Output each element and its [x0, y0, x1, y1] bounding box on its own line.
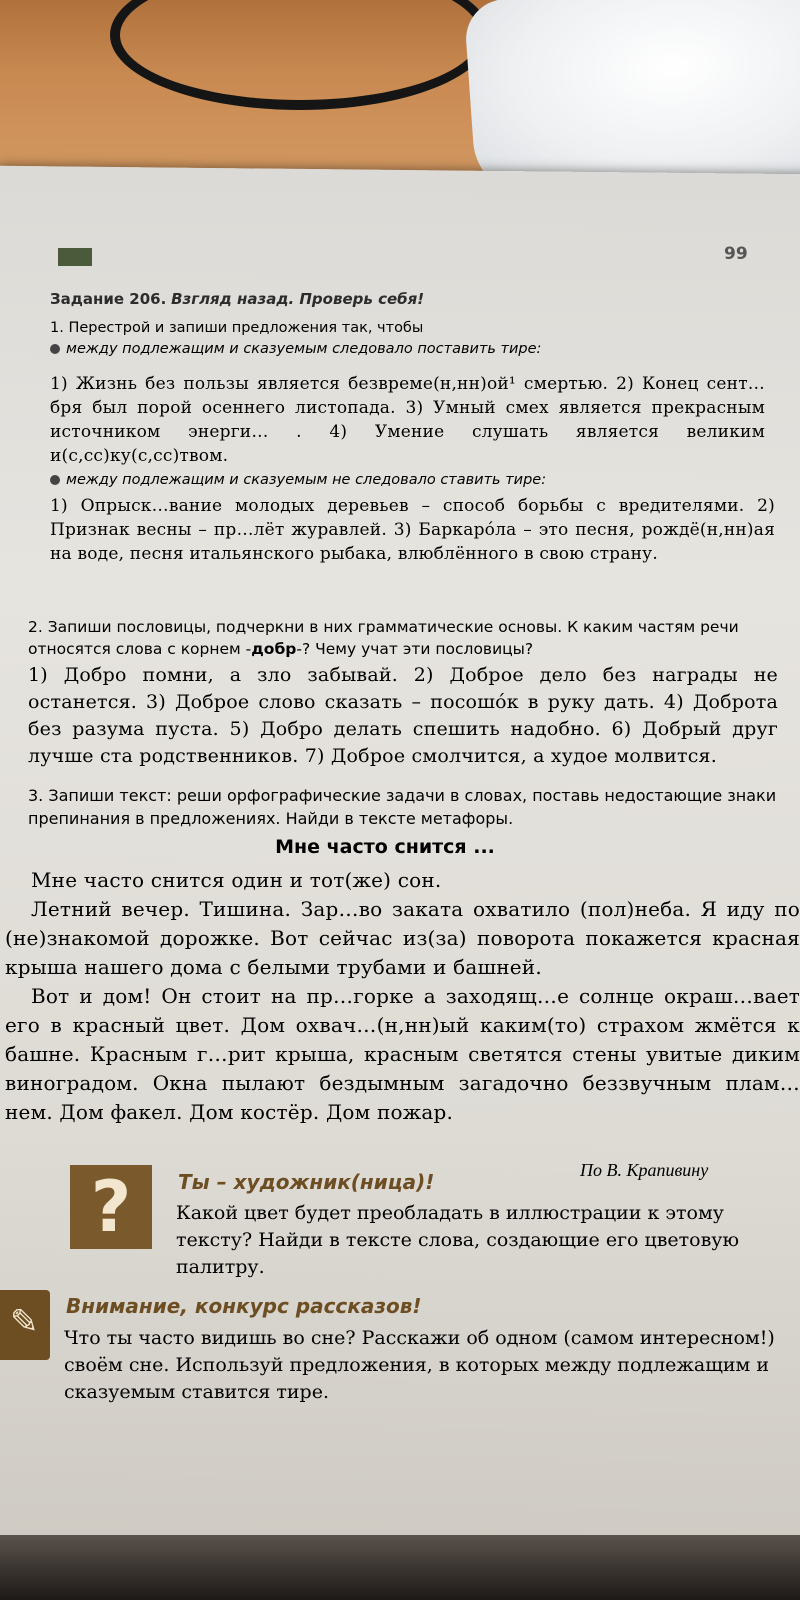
- exercise2-proverbs: 1) Добро помни, а зло забывай. 2) Доброе дело без награды не останется. 3) Доброе слово сказать – посошóк в руку дать. 4) Доброта без разума пуста. 5) Добро делать спешить надобно. 6) Добрый друг лучше ста родственников. 7) Доброе смолчится, а худое молвится.: [28, 664, 778, 767]
- story-paragraph: Летний вечер. Тишина. Зар…во заката охватило (пол)неба. Я иду по (не)знакомой дорожке. Вот сейчас из(за) поворота покажется красная крыша нашего дома с белыми трубами и башней.: [5, 897, 800, 979]
- question-mark-icon: ?: [70, 1165, 152, 1249]
- bullet-icon: [50, 344, 60, 354]
- root-word: добр: [251, 640, 297, 658]
- story-text: [5, 866, 800, 1127]
- story-title: Мне часто снится ...: [275, 836, 495, 858]
- story-paragraph: Вот и дом! Он стоит на пр…горке а заходящ…е солнце окраш…вает его в красный цвет. Дом охвач…(н,нн)ый каким(то) страхом жмётся к башне. Красным г…рит крыша, красным светятся стены увитые диким виноградом. Окна пылают бездымным загадочно беззвучным плам…нем. Дом факел. Дом костёр. Дом пожар.: [5, 984, 800, 1124]
- exercise3-instruction: 3. Запиши текст: реши орфографические задачи в словах, поставь недостающие знаки препинания в предложениях. Найди в тексте метафоры.: [28, 786, 777, 828]
- part-a-text: 1) Жизнь без пользы является безвреме(н,нн)ой¹ смертью. 2) Конец сент…бря был порой осеннего листопада. 3) Умный смех является прекрасным источником энерги… . 4) Умение слушать является великим и(с,сс)ку(с,сс)твом.: [50, 374, 765, 466]
- corner-mark: [58, 248, 92, 266]
- contest-box-text: Что ты часто видишь во сне? Расскажи об одном (самом интересном!) своём сне. Используй предложения, в которых между подлежащим и сказуемым ставится тире.: [64, 1327, 775, 1403]
- task-title: [50, 290, 770, 308]
- artist-box-text: Какой цвет будет преобладать в иллюстрации к этому тексту? Найди в тексте слова, создающие его цветовую палитру.: [176, 1202, 740, 1278]
- exercise2-instruction: 2. Запиши пословицы, подчеркни в них грамматические основы. К каким частям речи относятся слова с корнем -добр-? Чему учат эти пословицы?: [28, 618, 739, 658]
- story-paragraph: Мне часто снится один и тот(же) сон.: [31, 868, 442, 892]
- item1-block: [50, 318, 780, 360]
- page-number: 99: [724, 244, 748, 264]
- item1-instruction: 1. Перестрой и запиши предложения так, чтобы: [50, 320, 424, 336]
- artist-box-title: Ты – художник(ница)!: [178, 1170, 435, 1194]
- task-heading: Взгляд назад. Проверь себя!: [171, 290, 425, 308]
- part-b-text: 1) Опрыск…вание молодых деревьев – способ борьбы с вредителями. 2) Признак весны – пр…лёт журавлей. 3) Баркарóла – это песня, рождё(н,нн)ая на воде, песня итальянского рыбака, влюблённого в свою страну.: [50, 496, 775, 564]
- bullet-icon: [50, 475, 60, 485]
- condition-nodash: между подлежащим и сказуемым не следовало ставить тире:: [50, 470, 780, 491]
- contest-box-title: Внимание, конкурс рассказов!: [66, 1294, 422, 1318]
- task-label: Задание 206.: [50, 290, 167, 308]
- pen-icon: [0, 1290, 50, 1360]
- condition-dash: между подлежащим и сказуемым следовало поставить тире:: [50, 339, 780, 360]
- page-bottom-shadow: [0, 1535, 800, 1600]
- story-author: По В. Крапивину: [580, 1160, 709, 1180]
